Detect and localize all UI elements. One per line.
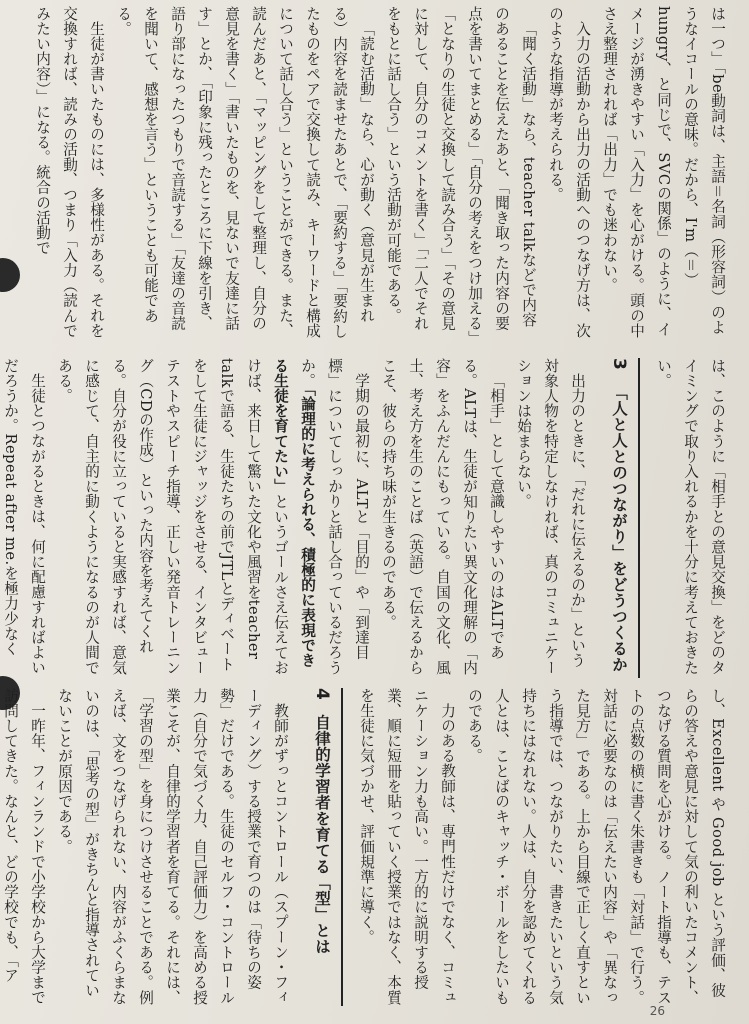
text-tier-bottom xyxy=(2,688,731,1006)
paragraph: 入力の活動から出力の活動へのつなげ方は、次のような指導が考えられる。 xyxy=(547,6,591,338)
section-number: 4 xyxy=(312,688,332,701)
text-tier-top xyxy=(18,6,731,342)
binder-hole-top xyxy=(0,258,20,292)
paragraph: は一つ」「be動詞は、主語＝名詞（形容詞）のようなイコールの意味。だから、I'm（＝）hungry、と同じで、SVCの関係」のように、イメージが湧きやすい「入力」を心がける。頭の中さえ整理されれば「出力」でも迷わない。 xyxy=(601,6,726,339)
paragraph: 教師がずっとコントロール（スプーン・フィーディング）する授業で育つのは「待ちの姿勢」だけである。生徒のセルフ・コントロール力（自分で気づく力、自己評価力）を高める授業こそが、自律的学習者を育てる。それには、「学習の型」を身につけさせることである。例えば、文をつなげられない、内容がふくらまないのは、「思考の型」がきちんと指導されていないことが原因である。 xyxy=(56,688,289,1006)
paragraph: 生徒が書いたものには、多様性がある。それを交換すれば、読みの活動、つまり「入力（読んでみたい内容）」になる。統合の活動で xyxy=(34,6,105,339)
paragraph: 一昨年、フィンランドで小学校から大学まで訪問してきた。なんと、どの学校でも、「ア xyxy=(2,688,46,1005)
paragraph: 「読む活動」なら、心が動く（意見が生まれる）内容を読ませたあとで、「要約する」「要約したものをペアで交換して読み、キーワードと構成について話し合う」ということができる。また、読んだあと、「マッピングをして整理し、自分の意見を書く」「書いたものを、見ないで友達に話す」とか、「印象に残ったところに下線を引き、語り部になったつもりで音読する」「友達の音読を聞いて、感想を言う」ということも可能である。 xyxy=(115,6,375,339)
emphasis-text: 「論理的に考えられる、積極的に表現できる生徒を育てたい」 xyxy=(272,358,316,668)
paragraph: 力のある教師は、専門性だけでなく、コミュニケーション力も高い。一方的に説明する授業、順に短冊を貼っていく授業ではなく、本質を生徒に気づかせ、評価規準に導く。 xyxy=(358,688,456,1006)
text-tier-middle xyxy=(2,358,731,678)
paragraph: 「聞く活動」なら、teacher talkなどで内容のあることを伝えたあと、「聞き取った内容の要点を書いてまとめる」「自分の考えをつけ加える」「となりの生徒と交換して読み合う」「その意見に対して、自分のコメントを書く」「二人でそれをもとに話し合う」という活動が可能である。 xyxy=(385,6,537,339)
paragraph xyxy=(51,358,375,678)
paragraph-text: というゴールさえ伝えておけば、来日して驚いた文化や風習をteacher talkで語る、生徒たちの前でJTLとディベートをして生徒にジャッジをさせる、インタビューテストやスピーチ指導、正しい発音トレーニング（CDの作成）といった内容を考えてくれる。自分が役に立っていると実感すれば、意気に感じて、自主的に動くようになるのが人間である。 xyxy=(56,358,289,676)
section-number: 3 xyxy=(609,358,629,371)
section-heading-4 xyxy=(308,688,343,1006)
paragraph: し、Excellent や Good job という評価、彼らの答えや意見に対して気の利いたコメント、つなげる質問を心がける。ノート指導も、テストの点数の横に書く朱書きも「対話」で行う。対話に必要なのは「伝えたい内容」や「異なった見方」である。上から目線で正しく直すという指導では、つながりたい、書きたいという気持ちにはなれない。人は、自分を認めてくれる人とは、ことばのキャッチ・ボールをしたいものである。 xyxy=(466,688,726,1006)
paragraph: は、このように「相手との意見交換」をどのタイミングで取り入れるかを十分に考えておきたい。 xyxy=(655,358,726,676)
paragraph: 出力のときに、「だれに伝えるのか」という対象人物を特定しなければ、真のコミュニケーションは始まらない。 xyxy=(515,358,586,676)
section-title: 自律的学習者を育てる「型」とは xyxy=(313,714,331,955)
paragraph: 生徒とつながるときは、何に配慮すればよいだろうか。Repeat after me.を極力少なく xyxy=(2,358,46,675)
section-heading-3 xyxy=(605,358,640,678)
section-title: 「人と人とのつながり」をどうつくるか xyxy=(610,384,628,673)
page-number: 26 xyxy=(649,1004,665,1018)
paragraph: 「相手」として意識しやすいのはALTである。ALTは、生徒が知りたい異文化理解の「内容」をふんだんにもっている。自国の文化、風土、考え方を生のことば（英語）で伝えるからこそ、彼らの持ち味が生きるのである。 xyxy=(380,358,505,676)
paragraph-text: 学期の最初に、ALTと「目的」や「到達目標」についてしっかりと話し合っているだろうか。 xyxy=(299,358,370,676)
